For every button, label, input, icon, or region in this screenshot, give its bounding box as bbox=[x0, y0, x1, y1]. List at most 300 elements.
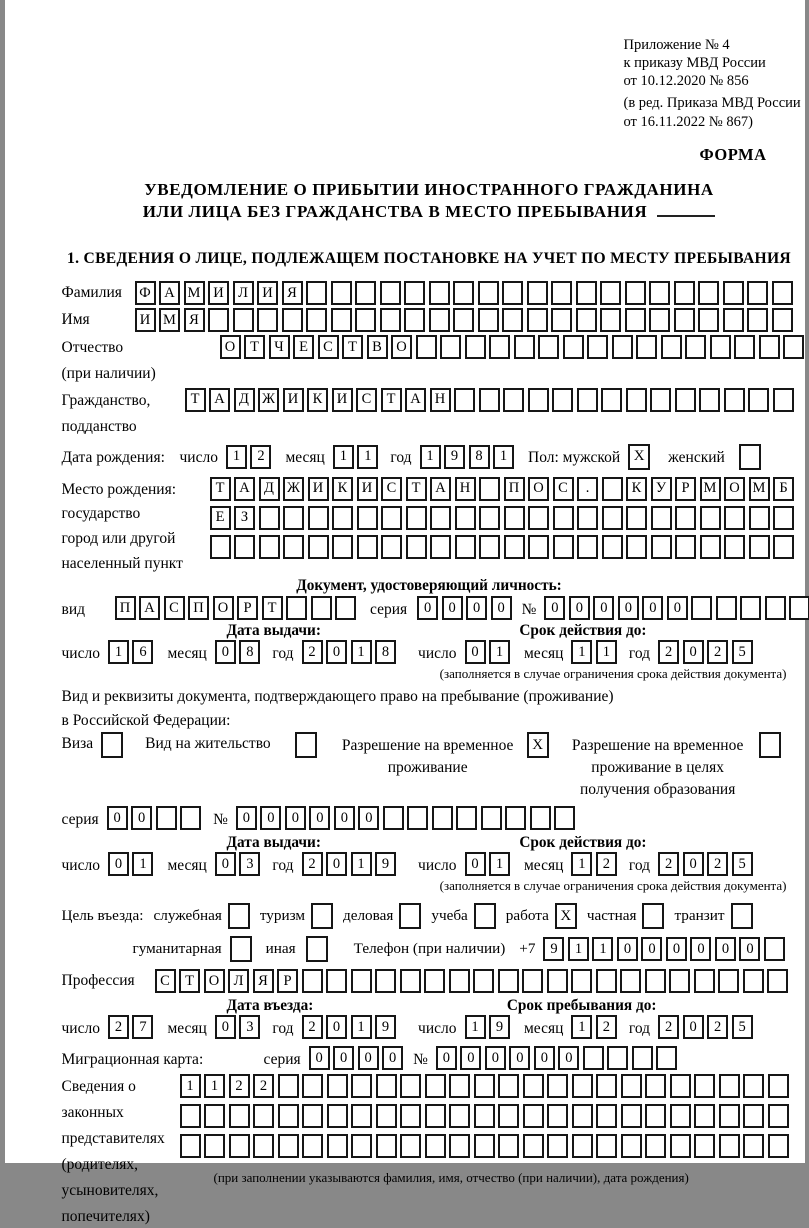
char-cell[interactable]: 0 bbox=[465, 852, 486, 876]
char-cell[interactable] bbox=[327, 1134, 348, 1158]
char-cell[interactable] bbox=[332, 535, 353, 559]
char-cell[interactable]: 2 bbox=[302, 852, 323, 876]
char-cell[interactable] bbox=[523, 1074, 544, 1098]
char-cell[interactable] bbox=[691, 596, 712, 620]
char-cell[interactable] bbox=[455, 506, 476, 530]
char-cell[interactable] bbox=[694, 969, 715, 993]
char-cell[interactable] bbox=[674, 308, 695, 332]
char-cell[interactable] bbox=[355, 308, 376, 332]
char-cell[interactable] bbox=[576, 308, 597, 332]
char-cell[interactable] bbox=[600, 281, 621, 305]
char-cell[interactable]: И bbox=[308, 477, 329, 501]
char-cell[interactable] bbox=[498, 1074, 519, 1098]
char-cell[interactable] bbox=[645, 1074, 666, 1098]
char-cell[interactable] bbox=[747, 281, 768, 305]
purpose-tourism-checkbox[interactable] bbox=[311, 903, 333, 929]
char-cell[interactable]: 1 bbox=[226, 445, 247, 469]
char-cell[interactable] bbox=[479, 388, 500, 412]
char-cell[interactable] bbox=[429, 281, 450, 305]
char-cell[interactable]: 0 bbox=[260, 806, 281, 830]
char-cell[interactable] bbox=[596, 969, 617, 993]
char-cell[interactable] bbox=[416, 335, 437, 359]
char-cell[interactable] bbox=[768, 1134, 789, 1158]
purpose-work-checkbox[interactable]: X bbox=[555, 903, 577, 929]
char-cell[interactable] bbox=[625, 281, 646, 305]
char-cell[interactable]: 2 bbox=[108, 1015, 129, 1039]
char-cell[interactable] bbox=[407, 806, 428, 830]
char-cell[interactable] bbox=[700, 506, 721, 530]
char-cell[interactable] bbox=[645, 1134, 666, 1158]
char-cell[interactable] bbox=[699, 388, 720, 412]
char-cell[interactable]: 2 bbox=[253, 1074, 274, 1098]
char-cell[interactable] bbox=[465, 335, 486, 359]
char-cell[interactable]: О bbox=[213, 596, 234, 620]
char-cell[interactable] bbox=[502, 281, 523, 305]
char-cell[interactable]: 2 bbox=[707, 1015, 728, 1039]
char-cell[interactable] bbox=[453, 308, 474, 332]
char-cell[interactable] bbox=[478, 308, 499, 332]
char-cell[interactable] bbox=[375, 969, 396, 993]
char-cell[interactable] bbox=[406, 506, 427, 530]
char-cell[interactable] bbox=[278, 1134, 299, 1158]
char-cell[interactable] bbox=[522, 969, 543, 993]
char-cell[interactable] bbox=[282, 308, 303, 332]
char-cell[interactable]: 1 bbox=[592, 937, 613, 961]
char-cell[interactable] bbox=[749, 506, 770, 530]
char-cell[interactable]: 0 bbox=[382, 1046, 403, 1070]
char-cell[interactable]: Я bbox=[253, 969, 274, 993]
char-cell[interactable] bbox=[547, 1104, 568, 1128]
char-cell[interactable] bbox=[380, 281, 401, 305]
char-cell[interactable]: 0 bbox=[460, 1046, 481, 1070]
char-cell[interactable] bbox=[602, 477, 623, 501]
char-cell[interactable]: 8 bbox=[469, 445, 490, 469]
char-cell[interactable] bbox=[400, 1104, 421, 1128]
char-cell[interactable] bbox=[572, 1104, 593, 1128]
char-cell[interactable]: Д bbox=[259, 477, 280, 501]
char-cell[interactable]: В bbox=[367, 335, 388, 359]
char-cell[interactable] bbox=[381, 535, 402, 559]
char-cell[interactable] bbox=[601, 388, 622, 412]
char-cell[interactable]: 0 bbox=[569, 596, 590, 620]
char-cell[interactable] bbox=[656, 1046, 677, 1070]
char-cell[interactable]: З bbox=[234, 506, 255, 530]
purpose-private-checkbox[interactable] bbox=[642, 903, 664, 929]
char-cell[interactable] bbox=[789, 596, 809, 620]
char-cell[interactable] bbox=[306, 308, 327, 332]
char-cell[interactable] bbox=[602, 535, 623, 559]
char-cell[interactable]: И bbox=[208, 281, 229, 305]
char-cell[interactable]: Т bbox=[262, 596, 283, 620]
char-cell[interactable]: 1 bbox=[571, 1015, 592, 1039]
char-cell[interactable] bbox=[547, 1134, 568, 1158]
char-cell[interactable] bbox=[383, 806, 404, 830]
char-cell[interactable]: 9 bbox=[489, 1015, 510, 1039]
char-cell[interactable]: 2 bbox=[707, 852, 728, 876]
char-cell[interactable]: 0 bbox=[215, 1015, 236, 1039]
char-cell[interactable] bbox=[380, 308, 401, 332]
char-cell[interactable] bbox=[765, 596, 786, 620]
char-cell[interactable]: 0 bbox=[309, 1046, 330, 1070]
char-cell[interactable] bbox=[636, 335, 657, 359]
char-cell[interactable] bbox=[311, 596, 332, 620]
char-cell[interactable]: О bbox=[220, 335, 241, 359]
char-cell[interactable] bbox=[625, 308, 646, 332]
char-cell[interactable]: Т bbox=[185, 388, 206, 412]
edu-permit-checkbox[interactable] bbox=[759, 732, 781, 758]
char-cell[interactable] bbox=[596, 1104, 617, 1128]
char-cell[interactable] bbox=[740, 596, 761, 620]
char-cell[interactable] bbox=[425, 1104, 446, 1128]
char-cell[interactable]: Я bbox=[184, 308, 205, 332]
char-cell[interactable]: 0 bbox=[326, 640, 347, 664]
char-cell[interactable] bbox=[302, 1104, 323, 1128]
char-cell[interactable] bbox=[783, 335, 804, 359]
char-cell[interactable]: Р bbox=[277, 969, 298, 993]
char-cell[interactable] bbox=[698, 281, 719, 305]
char-cell[interactable] bbox=[479, 506, 500, 530]
char-cell[interactable]: М bbox=[749, 477, 770, 501]
purpose-official-checkbox[interactable] bbox=[228, 903, 250, 929]
char-cell[interactable] bbox=[694, 1104, 715, 1128]
char-cell[interactable] bbox=[718, 969, 739, 993]
char-cell[interactable] bbox=[759, 335, 780, 359]
char-cell[interactable] bbox=[719, 1074, 740, 1098]
char-cell[interactable] bbox=[700, 535, 721, 559]
char-cell[interactable]: 2 bbox=[707, 640, 728, 664]
char-cell[interactable] bbox=[283, 506, 304, 530]
char-cell[interactable]: Е bbox=[293, 335, 314, 359]
char-cell[interactable] bbox=[278, 1104, 299, 1128]
char-cell[interactable] bbox=[596, 1134, 617, 1158]
char-cell[interactable]: 0 bbox=[326, 1015, 347, 1039]
purpose-other-checkbox[interactable] bbox=[306, 936, 328, 962]
char-cell[interactable]: 0 bbox=[236, 806, 257, 830]
char-cell[interactable] bbox=[716, 596, 737, 620]
char-cell[interactable]: 0 bbox=[485, 1046, 506, 1070]
char-cell[interactable]: С bbox=[381, 477, 402, 501]
char-cell[interactable]: 0 bbox=[465, 640, 486, 664]
char-cell[interactable] bbox=[327, 1074, 348, 1098]
char-cell[interactable] bbox=[528, 388, 549, 412]
char-cell[interactable] bbox=[547, 969, 568, 993]
char-cell[interactable]: П bbox=[188, 596, 209, 620]
char-cell[interactable] bbox=[474, 1074, 495, 1098]
char-cell[interactable]: 6 bbox=[132, 640, 153, 664]
char-cell[interactable]: О bbox=[724, 477, 745, 501]
char-cell[interactable]: Ж bbox=[258, 388, 279, 412]
sex-female-checkbox[interactable] bbox=[739, 444, 761, 470]
char-cell[interactable] bbox=[553, 535, 574, 559]
char-cell[interactable] bbox=[180, 1104, 201, 1128]
char-cell[interactable]: А bbox=[234, 477, 255, 501]
char-cell[interactable]: 1 bbox=[351, 852, 372, 876]
char-cell[interactable] bbox=[259, 535, 280, 559]
char-cell[interactable]: О bbox=[391, 335, 412, 359]
char-cell[interactable] bbox=[381, 506, 402, 530]
char-cell[interactable] bbox=[523, 1104, 544, 1128]
char-cell[interactable] bbox=[577, 388, 598, 412]
char-cell[interactable] bbox=[675, 506, 696, 530]
char-cell[interactable] bbox=[749, 535, 770, 559]
char-cell[interactable] bbox=[772, 281, 793, 305]
char-cell[interactable]: С bbox=[164, 596, 185, 620]
char-cell[interactable] bbox=[547, 1074, 568, 1098]
char-cell[interactable] bbox=[259, 506, 280, 530]
char-cell[interactable] bbox=[504, 535, 525, 559]
char-cell[interactable]: Р bbox=[675, 477, 696, 501]
char-cell[interactable]: 0 bbox=[715, 937, 736, 961]
char-cell[interactable] bbox=[572, 1134, 593, 1158]
char-cell[interactable]: 5 bbox=[732, 1015, 753, 1039]
char-cell[interactable] bbox=[357, 506, 378, 530]
char-cell[interactable]: 1 bbox=[357, 445, 378, 469]
char-cell[interactable] bbox=[621, 1074, 642, 1098]
char-cell[interactable]: 1 bbox=[132, 852, 153, 876]
char-cell[interactable]: 2 bbox=[302, 640, 323, 664]
char-cell[interactable] bbox=[773, 388, 794, 412]
char-cell[interactable]: 9 bbox=[375, 852, 396, 876]
char-cell[interactable]: 0 bbox=[683, 852, 704, 876]
char-cell[interactable] bbox=[649, 281, 670, 305]
char-cell[interactable] bbox=[626, 506, 647, 530]
char-cell[interactable] bbox=[331, 281, 352, 305]
char-cell[interactable] bbox=[748, 388, 769, 412]
char-cell[interactable]: 0 bbox=[690, 937, 711, 961]
char-cell[interactable]: Ф bbox=[135, 281, 156, 305]
char-cell[interactable] bbox=[576, 281, 597, 305]
char-cell[interactable]: 1 bbox=[465, 1015, 486, 1039]
char-cell[interactable]: Ч bbox=[269, 335, 290, 359]
char-cell[interactable] bbox=[335, 596, 356, 620]
char-cell[interactable]: Д bbox=[234, 388, 255, 412]
char-cell[interactable] bbox=[612, 335, 633, 359]
char-cell[interactable]: С bbox=[356, 388, 377, 412]
char-cell[interactable]: 1 bbox=[489, 640, 510, 664]
char-cell[interactable]: А bbox=[209, 388, 230, 412]
char-cell[interactable] bbox=[498, 969, 519, 993]
char-cell[interactable] bbox=[326, 969, 347, 993]
char-cell[interactable] bbox=[425, 1074, 446, 1098]
char-cell[interactable] bbox=[719, 1134, 740, 1158]
char-cell[interactable] bbox=[645, 1104, 666, 1128]
char-cell[interactable]: М bbox=[159, 308, 180, 332]
visa-checkbox[interactable] bbox=[101, 732, 123, 758]
char-cell[interactable] bbox=[308, 535, 329, 559]
char-cell[interactable] bbox=[453, 281, 474, 305]
char-cell[interactable]: 9 bbox=[543, 937, 564, 961]
char-cell[interactable] bbox=[685, 335, 706, 359]
char-cell[interactable]: О bbox=[204, 969, 225, 993]
char-cell[interactable]: 2 bbox=[658, 852, 679, 876]
char-cell[interactable] bbox=[621, 1104, 642, 1128]
char-cell[interactable]: У bbox=[651, 477, 672, 501]
char-cell[interactable]: 1 bbox=[204, 1074, 225, 1098]
char-cell[interactable]: 0 bbox=[108, 852, 129, 876]
char-cell[interactable] bbox=[710, 335, 731, 359]
char-cell[interactable]: 0 bbox=[309, 806, 330, 830]
char-cell[interactable]: 0 bbox=[558, 1046, 579, 1070]
char-cell[interactable]: 3 bbox=[239, 852, 260, 876]
char-cell[interactable]: Л bbox=[228, 969, 249, 993]
char-cell[interactable]: 1 bbox=[489, 852, 510, 876]
char-cell[interactable] bbox=[767, 969, 788, 993]
char-cell[interactable] bbox=[661, 335, 682, 359]
char-cell[interactable] bbox=[498, 1104, 519, 1128]
char-cell[interactable] bbox=[528, 506, 549, 530]
char-cell[interactable] bbox=[651, 506, 672, 530]
char-cell[interactable] bbox=[674, 281, 695, 305]
char-cell[interactable]: 0 bbox=[666, 937, 687, 961]
char-cell[interactable]: Т bbox=[210, 477, 231, 501]
char-cell[interactable] bbox=[449, 1074, 470, 1098]
char-cell[interactable] bbox=[180, 1134, 201, 1158]
char-cell[interactable] bbox=[503, 388, 524, 412]
char-cell[interactable]: С bbox=[155, 969, 176, 993]
char-cell[interactable]: 0 bbox=[683, 1015, 704, 1039]
char-cell[interactable]: А bbox=[430, 477, 451, 501]
char-cell[interactable] bbox=[454, 388, 475, 412]
char-cell[interactable] bbox=[208, 308, 229, 332]
char-cell[interactable]: 0 bbox=[215, 852, 236, 876]
char-cell[interactable] bbox=[430, 535, 451, 559]
char-cell[interactable]: 0 bbox=[417, 596, 438, 620]
char-cell[interactable] bbox=[650, 388, 671, 412]
char-cell[interactable] bbox=[229, 1134, 250, 1158]
char-cell[interactable]: 2 bbox=[250, 445, 271, 469]
char-cell[interactable] bbox=[764, 937, 785, 961]
char-cell[interactable] bbox=[283, 535, 304, 559]
char-cell[interactable] bbox=[400, 1134, 421, 1158]
char-cell[interactable] bbox=[424, 969, 445, 993]
char-cell[interactable] bbox=[331, 308, 352, 332]
char-cell[interactable] bbox=[571, 969, 592, 993]
char-cell[interactable] bbox=[233, 308, 254, 332]
char-cell[interactable] bbox=[523, 1134, 544, 1158]
char-cell[interactable] bbox=[773, 535, 794, 559]
char-cell[interactable] bbox=[306, 281, 327, 305]
char-cell[interactable] bbox=[376, 1104, 397, 1128]
char-cell[interactable]: Ж bbox=[283, 477, 304, 501]
char-cell[interactable]: И bbox=[357, 477, 378, 501]
char-cell[interactable] bbox=[632, 1046, 653, 1070]
char-cell[interactable]: 0 bbox=[442, 596, 463, 620]
char-cell[interactable] bbox=[502, 308, 523, 332]
char-cell[interactable] bbox=[455, 535, 476, 559]
char-cell[interactable]: А bbox=[159, 281, 180, 305]
char-cell[interactable] bbox=[332, 506, 353, 530]
char-cell[interactable] bbox=[505, 806, 526, 830]
char-cell[interactable] bbox=[768, 1104, 789, 1128]
char-cell[interactable] bbox=[724, 388, 745, 412]
char-cell[interactable] bbox=[430, 506, 451, 530]
char-cell[interactable]: 9 bbox=[444, 445, 465, 469]
char-cell[interactable] bbox=[351, 1134, 372, 1158]
char-cell[interactable] bbox=[552, 388, 573, 412]
char-cell[interactable] bbox=[302, 1074, 323, 1098]
char-cell[interactable]: К bbox=[307, 388, 328, 412]
char-cell[interactable] bbox=[551, 281, 572, 305]
char-cell[interactable]: Е bbox=[210, 506, 231, 530]
char-cell[interactable] bbox=[351, 1074, 372, 1098]
char-cell[interactable] bbox=[156, 806, 177, 830]
char-cell[interactable]: 0 bbox=[544, 596, 565, 620]
char-cell[interactable]: Л bbox=[233, 281, 254, 305]
char-cell[interactable] bbox=[357, 535, 378, 559]
char-cell[interactable]: 0 bbox=[641, 937, 662, 961]
char-cell[interactable]: Т bbox=[179, 969, 200, 993]
char-cell[interactable] bbox=[257, 308, 278, 332]
char-cell[interactable] bbox=[449, 1134, 470, 1158]
char-cell[interactable] bbox=[583, 1046, 604, 1070]
char-cell[interactable]: Р bbox=[237, 596, 258, 620]
char-cell[interactable] bbox=[308, 506, 329, 530]
char-cell[interactable] bbox=[620, 969, 641, 993]
char-cell[interactable]: Т bbox=[381, 388, 402, 412]
char-cell[interactable]: 1 bbox=[571, 640, 592, 664]
char-cell[interactable]: Н bbox=[455, 477, 476, 501]
char-cell[interactable]: Н bbox=[430, 388, 451, 412]
char-cell[interactable]: 1 bbox=[351, 640, 372, 664]
char-cell[interactable] bbox=[743, 969, 764, 993]
char-cell[interactable]: 0 bbox=[436, 1046, 457, 1070]
char-cell[interactable] bbox=[724, 535, 745, 559]
char-cell[interactable] bbox=[234, 535, 255, 559]
char-cell[interactable]: П bbox=[504, 477, 525, 501]
char-cell[interactable]: 0 bbox=[107, 806, 128, 830]
char-cell[interactable]: Я bbox=[282, 281, 303, 305]
char-cell[interactable] bbox=[651, 535, 672, 559]
char-cell[interactable] bbox=[406, 535, 427, 559]
char-cell[interactable] bbox=[694, 1134, 715, 1158]
char-cell[interactable]: И bbox=[332, 388, 353, 412]
char-cell[interactable]: 9 bbox=[375, 1015, 396, 1039]
char-cell[interactable]: 2 bbox=[658, 1015, 679, 1039]
char-cell[interactable]: 1 bbox=[420, 445, 441, 469]
char-cell[interactable] bbox=[577, 535, 598, 559]
char-cell[interactable]: М bbox=[184, 281, 205, 305]
char-cell[interactable]: 1 bbox=[180, 1074, 201, 1098]
char-cell[interactable] bbox=[449, 969, 470, 993]
char-cell[interactable] bbox=[481, 806, 502, 830]
char-cell[interactable]: 0 bbox=[683, 640, 704, 664]
purpose-study-checkbox[interactable] bbox=[474, 903, 496, 929]
char-cell[interactable]: 7 bbox=[132, 1015, 153, 1039]
char-cell[interactable] bbox=[376, 1134, 397, 1158]
sex-male-checkbox[interactable]: X bbox=[628, 444, 650, 470]
char-cell[interactable] bbox=[698, 308, 719, 332]
char-cell[interactable] bbox=[253, 1104, 274, 1128]
char-cell[interactable] bbox=[474, 1104, 495, 1128]
char-cell[interactable] bbox=[504, 506, 525, 530]
char-cell[interactable]: 3 bbox=[239, 1015, 260, 1039]
char-cell[interactable]: 1 bbox=[493, 445, 514, 469]
char-cell[interactable] bbox=[743, 1134, 764, 1158]
char-cell[interactable]: 2 bbox=[596, 852, 617, 876]
char-cell[interactable]: 0 bbox=[285, 806, 306, 830]
char-cell[interactable] bbox=[538, 335, 559, 359]
char-cell[interactable] bbox=[723, 308, 744, 332]
char-cell[interactable] bbox=[773, 506, 794, 530]
char-cell[interactable] bbox=[621, 1134, 642, 1158]
char-cell[interactable]: Т bbox=[244, 335, 265, 359]
char-cell[interactable]: 0 bbox=[667, 596, 688, 620]
char-cell[interactable]: С bbox=[318, 335, 339, 359]
char-cell[interactable] bbox=[734, 335, 755, 359]
char-cell[interactable] bbox=[286, 596, 307, 620]
char-cell[interactable] bbox=[577, 506, 598, 530]
char-cell[interactable] bbox=[302, 969, 323, 993]
